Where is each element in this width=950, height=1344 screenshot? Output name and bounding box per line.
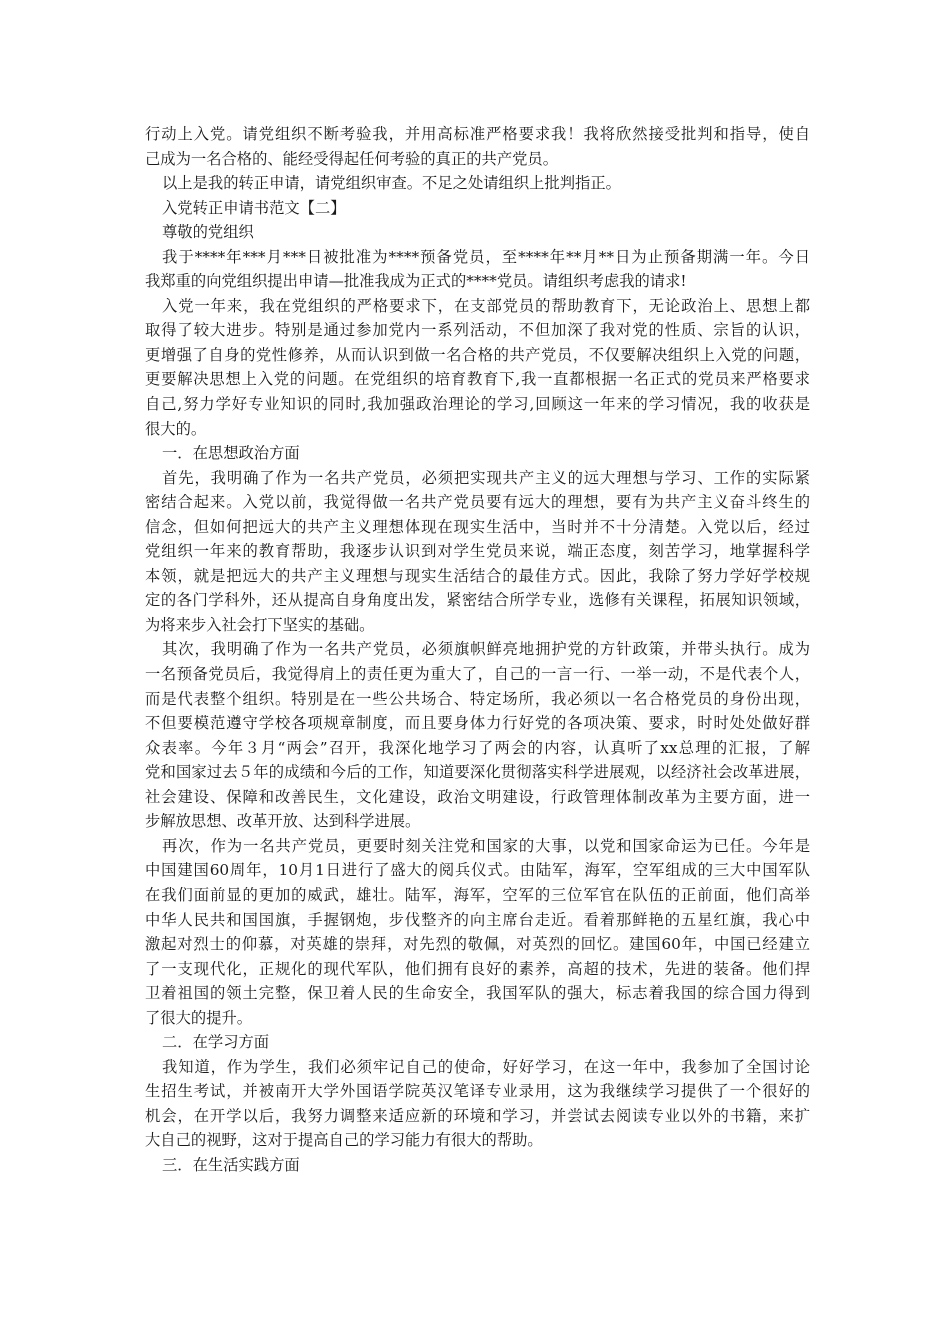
text-line: 密结合起来。入党以前，我觉得做一名共产党员要有远大的理想，要有为共产主义奋斗终生的 (145, 493, 810, 512)
text-line: 其次，我明确了作为一名共产党员，必须旗帜鲜亮地拥护党的方针政策，并带头执行。成为 (162, 640, 810, 659)
section-heading: 一．在思想政治方面 (162, 444, 300, 463)
text-line: 卫着祖国的领土完整，保卫着人民的生命安全，我国军队的强大，标志着我国的综合国力得到 (145, 984, 810, 1003)
section-heading: 二．在学习方面 (162, 1033, 270, 1052)
text-line: 激起对烈士的仰慕，对英雄的崇拜，对先烈的敬佩，对英烈的回忆。建国60年，中国已经建立 (145, 935, 810, 954)
text-line: 为将来步入社会打下坚实的基础。 (145, 615, 375, 634)
salutation: 尊敬的党组织 (162, 223, 254, 242)
text-line: 机会，在开学以后，我努力调整来适应新的环境和学习，并尝试去阅读专业以外的书籍，来扩 (145, 1106, 810, 1125)
section-heading: 入党转正申请书范文【二】 (162, 198, 346, 217)
document-page (145, 122, 810, 1178)
text-line: 中国建国60周年，10月1日进行了盛大的阅兵仪式。由陆军，海军，空军组成的三大中国军队 (145, 861, 810, 880)
text-line: 生招生考试，并被南开大学外国语学院英汉笔译专业录用，这为我继续学习提供了一个很好的 (145, 1082, 810, 1101)
text-line: 在我们面前显的更加的威武，雄壮。陆军，海军，空军的三位军官在队伍的正前面，他们高举 (145, 885, 810, 904)
text-line: 以上是我的转正申请，请党组织审查。不足之处请组织上批判指正。 (162, 174, 621, 193)
text-line: 入党一年来，我在党组织的严格要求下，在支部党员的帮助教育下，无论政治上、思想上都 (162, 296, 810, 315)
text-line: 大自己的视野，这对于提高自己的学习能力有很大的帮助。 (145, 1131, 543, 1150)
text-line: 一名预备党员后，我觉得肩上的责任更为重大了，自己的一言一行、一举一动，不是代表个人， (145, 665, 810, 684)
text-line: 党组织一年来的教育帮助，我逐步认识到对学生党员来说，端正态度，刻苦学习，地掌握科学 (145, 542, 810, 561)
text-line: 信念，但如何把远大的共产主义理想体现在现实生活中，当时并不十分清楚。入党以后，经过 (145, 517, 810, 536)
text-line: 党和国家过去５年的成绩和今后的工作，知道要深化贯彻落实科学进展观，以经济社会改革进展， (145, 763, 810, 782)
text-line: 行动上入党。请党组织不断考验我，并用高标准严格要求我！我将欣然接受批判和指导，使自 (145, 125, 810, 143)
text-line: 本领，就是把远大的共产主义理想与现实生活结合的最佳方式。因此，我除了努力学好学校规 (145, 566, 810, 585)
text-line: 而是代表整个组织。特别是在一些公共场合、特定场所，我必须以一名合格党员的身份出现， (145, 689, 810, 708)
text-line: 我于****年***月***日被批准为****预备党员，至****年**月**日为止预备期满一年。今日 (162, 247, 810, 266)
text-line: 自己,努力学好专业知识的同时,我加强政治理论的学习,回顾这一年来的学习情况，我的收获是 (145, 395, 810, 414)
text-line: 定的各门学科外，还从提高自身角度出发，紧密结合所学专业，选修有关课程，拓展知识领域， (145, 591, 810, 610)
text-line: 我知道，作为学生，我们必须牢记自己的使命，好好学习，在这一年中，我参加了全国讨论 (162, 1057, 810, 1076)
text-line: 中华人民共和国国旗，手握钢炮，步伐整齐的向主席台走近。看着那鲜艳的五星红旗，我心中 (145, 910, 810, 929)
text-line: 更增强了自身的党性修养，从而认识到做一名合格的共产党员，不仅要解决组织上入党的问题， (145, 345, 810, 364)
text-line: 我郑重的向党组织提出申请—批准我成为正式的****党员。请组织考虑我的请求! (145, 272, 687, 291)
text-line: 步解放思想、改革开放、达到科学进展。 (145, 812, 421, 831)
text-line: 很大的。 (145, 419, 207, 438)
text-line: 取得了较大进步。特别是通过参加党内一系列活动，不但加深了我对党的性质、宗旨的认识， (145, 321, 810, 340)
section-heading: 三．在生活实践方面 (162, 1155, 300, 1174)
text-line: 了很大的提升。 (145, 1008, 253, 1027)
text-line: 己成为一名合格的、能经受得起任何考验的真正的共产党员。 (145, 149, 559, 168)
text-line: 社会建设、保障和改善民生，文化建设，政治文明建设，行政管理体制改革为主要方面，进一 (145, 787, 810, 806)
text-line: 更要解决思想上入党的问题。在党组织的培育教育下,我一直都根据一名正式的党员来严格要求 (145, 370, 810, 389)
text-line: 再次，作为一名共产党员，更要时刻关注党和国家的大事，以党和国家命运为已任。今年是 (162, 836, 810, 855)
text-line: 不但要模范遵守学校各项规章制度，而且要身体力行好党的各项决策、要求，时时处处做好群 (145, 714, 810, 733)
text-line: 众表率。今年３月“两会”召开，我深化地学习了两会的内容，认真听了xx总理的汇报，了解 (145, 738, 810, 757)
text-line: 了一支现代化，正规化的现代军队，他们拥有良好的素养，高超的技术，先进的装备。他们捍 (145, 959, 810, 978)
text-line: 首先，我明确了作为一名共产党员，必须把实现共产主义的远大理想与学习、工作的实际紧 (162, 468, 810, 487)
